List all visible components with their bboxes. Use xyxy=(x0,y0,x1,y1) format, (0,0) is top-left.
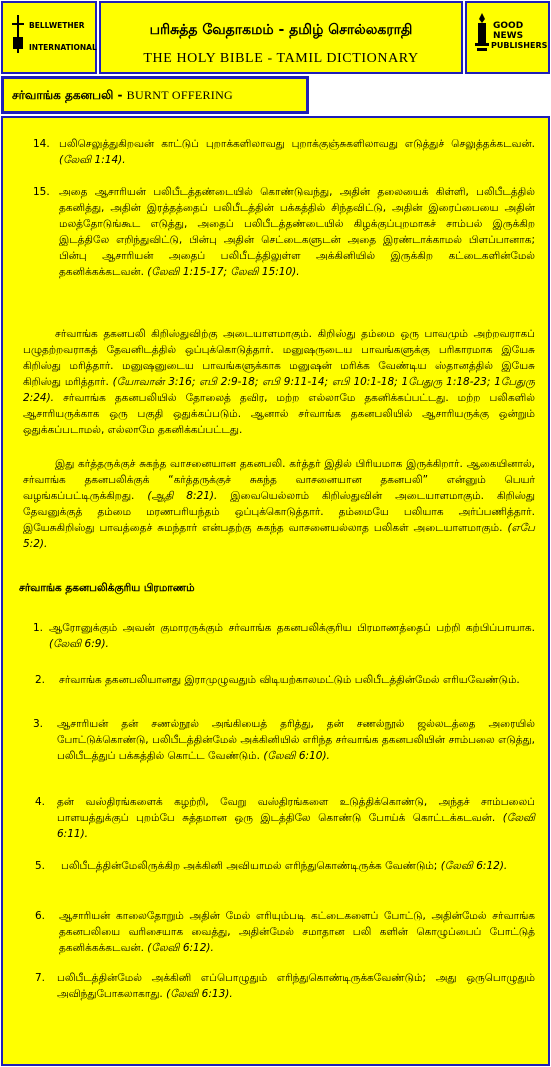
body-paragraph xyxy=(23,456,535,552)
scripture-reference: (ஆதி 8:21). xyxy=(147,490,218,502)
bellwether-logo xyxy=(1,1,97,74)
scripture-reference: (லேவி 6:9). xyxy=(49,638,109,650)
rule-text: ஆசாரியன் தன் சணல்நூல் அங்கியைத் தரித்து, தன் சணல்நூல் ஜல்லடத்தை அரையில் போட்டுக்கொண்டு, பலிபீடத்தின்மேல் அக்கினியில் எரிந்த சர்வாங்க தகனபலியின் சாம்பலை எடுத்து, பலிபீடத்துப் பக்கத்தில் கொட்ட வேண்டும். xyxy=(57,718,535,762)
body-paragraph xyxy=(23,326,535,438)
rule-text: தன் வஸ்திரங்களைக் கழற்றி, வேறு வஸ்திரங்களை உடுத்திக்கொண்டு, அந்தச் சாம்பலைப் பாளயத்துக்குப் புறம்பே சுத்தமான ஒரு இடத்திலே கொண்டு போய்க் கொட்டக்கடவன். xyxy=(57,796,535,824)
list-item xyxy=(49,620,535,652)
good-news-logo xyxy=(465,1,550,74)
list-item xyxy=(59,908,535,956)
scripture-reference: (லேவி 1:14). xyxy=(59,154,126,166)
item-text: பலிசெலுத்துகிறவன் காட்டுப் புறாக்களிலாவது புறாக்குஞ்சுகளிலாவது எடுத்துச் செலுத்தக்கடவன். xyxy=(59,138,535,150)
scripture-reference: (எபே 5:2). xyxy=(23,522,535,550)
rule-number: 3. xyxy=(33,718,44,730)
list-item xyxy=(59,184,535,280)
list-item xyxy=(57,970,535,1002)
scripture-reference: (லேவி 6:12). xyxy=(147,942,214,954)
item-number: 14. xyxy=(33,138,50,150)
page-title-english: THE HOLY BIBLE - TAMIL DICTIONARY xyxy=(143,51,419,66)
subheading: சர்வாங்க தகனபலிக்குரிய பிரமாணம் xyxy=(19,582,195,594)
rule-text: சர்வாங்க தகனபலியானது இராமுழுவதும் விடியற்காலமட்டும் பலிபீடத்தின்மேல் எரியவேண்டும். xyxy=(59,674,520,686)
scripture-reference: (லேவி 6:10). xyxy=(263,750,330,762)
rule-text: பலிபீடத்தின்மேலிருக்கிற அக்கினி அவியாமல் எரிந்துகொண்டிருக்க வேண்டும்; xyxy=(61,860,438,872)
paragraph-tail: சர்வாங்க தகனபலியில் தோலைத் தவிர, மற்ற எல்லாமே தகனிக்கப்பட்டது. மற்ற பலிகளில் ஆசாரியருக்காக ஒரு பகுதி ஒதுக்கப்படும். ஆனால் சர்வாங்க தகனபலியில் ஆசாரியருக்கு ஒன்றும் ஒதுக்கப்படாமல், எல்லாமே தகனிக்கப்பட்டது. xyxy=(23,392,536,436)
paragraph-text: சர்வாங்க தகனபலி கிறிஸ்துவிற்கு அடையாளமாகும். கிறிஸ்து தம்மை ஒரு பாவமும் அற்றவராகப் பழுதற்றவராகத் தேவனிடத்தில் ஒப்புக்கொடுத்தார். மனுஷருடைய பாவங்களுக்கு பரிகாரமாக இயேசு கிறிஸ்து மரித்தார். மனுஷனுடைய பாவங்களுக்காக மனுஷன் மரிக்க வேண்டிய ஸ்தானத்தில் இயேசு கிறிஸ்து மரித்தார். xyxy=(23,328,535,388)
section-title-separator: - xyxy=(113,88,127,102)
item-text: அதை ஆசாரியன் பலிபீடத்தண்டையில் கொண்டுவந்து, அதின் தலையைக் கிள்ளி, பலிபீடத்தில் தகனித்து, அதின் இரத்தத்தைப் பலிபீடத்தின் பக்கத்தில் சிந்தவிட்டு, அதின் இரைப்பையை அதின் மலத்தோடுங்கூட எடுத்து, அதைப் பலிபீடத்தண்டையில் கிழக்குப்புறமாகச் சாம்பல் இருக்கிற இடத்திலே எறிந்துவிட்டு, பின்பு அதின் செட்டைகளுடன் அதை இரண்டாக்காமல் பிளப்பானாக; பின்பு ஆசாரியன் அதைப் பலிபீடத்திலுள்ள அக்கினியில் இருக்கிற கட்டைகளின்மேல் தகனிக்கக்கடவன். xyxy=(59,186,535,278)
lamp-icon xyxy=(475,13,489,53)
logo-left-line2: INTERNATIONAL xyxy=(29,43,97,52)
rule-number: 7. xyxy=(35,972,46,984)
rule-number: 1. xyxy=(33,622,44,634)
list-item xyxy=(57,716,535,764)
paragraph-text: இது கர்த்தருக்குச் சுகந்த வாசனையான தகனபலி. கர்த்தர் இதில் பிரியமாக இருக்கிறார். ஆகையினால், சர்வாங்க தகனபலிக்குக் “கர்த்தருக்குச் சுகந்த வாசனையான தகனபலி” என்னும் பெயர் வழங்கப்பட்டிருக்கிறது. xyxy=(23,458,535,502)
page-title-tamil: பரிசுத்த வேதாகமம் - தமிழ் சொல்லகராதி xyxy=(149,22,413,38)
rule-number: 2. xyxy=(35,674,46,686)
rule-text: பலிபீடத்தின்மேல் அக்கினி எப்பொழுதும் எரிந்துகொண்டிருக்கவேண்டும்; அது ஒருபொழுதும் அவிந்துபோகலாகாது. xyxy=(57,972,535,1000)
logo-right-line2: PUBLISHERS xyxy=(491,41,548,50)
rule-number: 5. xyxy=(35,860,46,872)
scripture-reference: (லேவி 6:12). xyxy=(440,860,508,872)
title-banner xyxy=(99,1,463,74)
section-title-tamil: சர்வாங்க தகனபலி xyxy=(12,88,114,102)
scripture-reference: (லேவி 6:13). xyxy=(166,988,233,1000)
section-title-english: BURNT OFFERING xyxy=(126,88,234,102)
list-item xyxy=(59,672,535,688)
scripture-reference: (யோவான் 3:16; எபி 2:9-18; எபி 9:11-14; எபி 10:1-18; 1பேதுரு 1:18-23; 1பேதுரு 2:24). xyxy=(23,376,536,404)
scripture-reference: (லேவி 1:15-17; லேவி 15:10). xyxy=(147,266,300,278)
rule-text: ஆரோனுக்கும் அவன் குமாரருக்கும் சர்வாங்க தகனபலிக்குரிய பிரமாணத்தைப் பற்றி கற்பிப்பாயாக. xyxy=(49,622,535,634)
list-item xyxy=(57,794,535,842)
content-panel xyxy=(1,116,550,1066)
rule-number: 6. xyxy=(35,910,46,922)
logo-right-line1: GOOD NEWS xyxy=(493,21,524,41)
section-header xyxy=(1,76,309,114)
paragraph-tail: இவையெல்லாம் கிறிஸ்துவின் அடையாளமாகும். கிறிஸ்து தேவனுக்குத் தம்மை மரணபரியந்தம் ஒப்புக்கொடுத்தார். தம்மையே பலியாக அர்ப்பணித்தார். இயேசுகிறிஸ்து பாவத்தைச் சுமந்தார் என்பதற்கு சுகந்த வாசனையல்லாத பலிகள் அடையாளமாகும். xyxy=(23,490,535,534)
logo-left-line1: BELLWETHER xyxy=(29,21,85,30)
item-number: 15. xyxy=(33,186,50,198)
section-title xyxy=(12,88,233,104)
rule-text: ஆசாரியன் காலைதோறும் அதின் மேல் எரியும்படி கட்டைகளைப் போட்டு, அதின்மேல் சர்வாங்க தகனபலியை வரிசையாக வைத்து, அதின்மேல் சமாதான பலி களின் கொழுப்பைப் போட்டுத் தகனிக்கக்கடவன். xyxy=(59,910,535,954)
crossed-book-icon xyxy=(11,15,25,53)
list-item xyxy=(59,136,535,168)
scripture-reference: (லேவி 6:11). xyxy=(57,812,535,840)
list-item xyxy=(61,858,535,874)
rule-number: 4. xyxy=(35,796,46,808)
